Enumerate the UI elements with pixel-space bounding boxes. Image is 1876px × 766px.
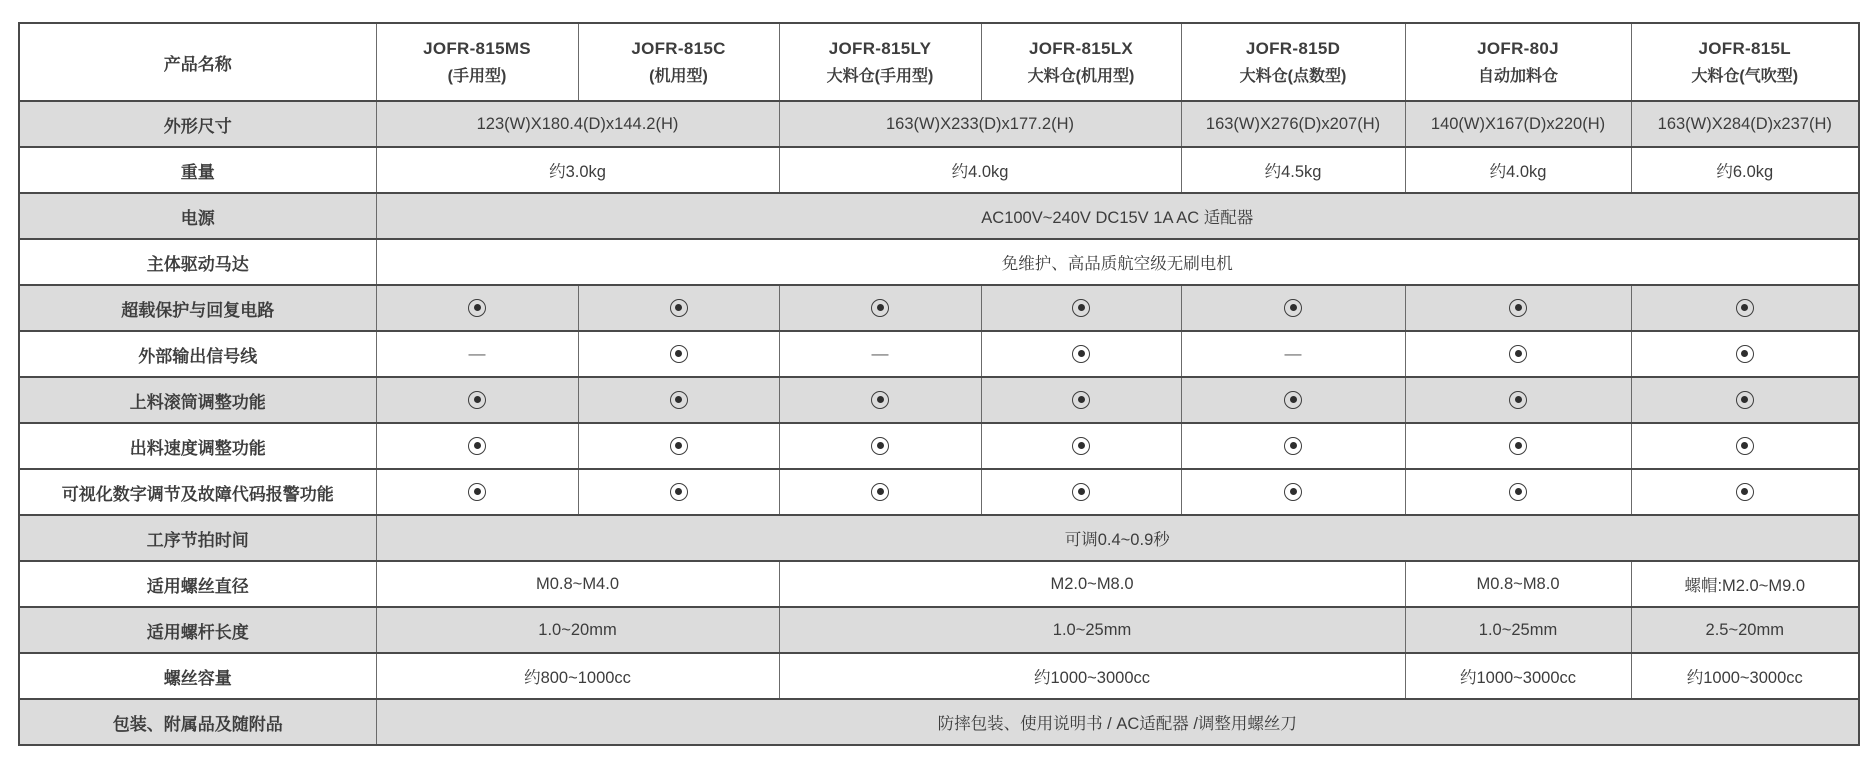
spec-cell <box>779 285 981 331</box>
column-header-product <box>1181 23 1405 101</box>
row-label: 外部输出信号线 <box>19 331 376 377</box>
row-label: 上料滚筒调整功能 <box>19 377 376 423</box>
spec-cell <box>779 331 981 377</box>
spec-cell <box>376 607 779 653</box>
target-dot-icon <box>1072 299 1090 317</box>
table-row <box>19 469 1859 515</box>
spec-cell <box>1631 469 1859 515</box>
target-dot-icon <box>670 437 688 455</box>
spec-cell <box>1405 653 1631 699</box>
product-model-label: JOFR-80J <box>1477 38 1559 58</box>
target-dot-icon <box>670 391 688 409</box>
target-dot-icon <box>1509 483 1527 501</box>
row-label: 可视化数字调节及故障代码报警功能 <box>19 469 376 515</box>
target-dot-icon <box>468 299 486 317</box>
spec-cell <box>1405 285 1631 331</box>
table-row <box>19 239 1859 285</box>
spec-cell <box>981 285 1181 331</box>
spec-cell <box>981 423 1181 469</box>
table-row <box>19 515 1859 561</box>
product-type-label: 自动加料仓 <box>1477 67 1558 85</box>
spec-cell <box>779 653 1405 699</box>
spec-value: 163(W)X284(D)x237(H) <box>1657 114 1832 133</box>
spec-cell <box>1631 331 1859 377</box>
spec-value: 140(W)X167(D)x220(H) <box>1430 114 1606 133</box>
spec-value: 约800~1000cc <box>524 669 631 687</box>
target-dot-icon <box>1509 299 1527 317</box>
target-dot-icon <box>1736 391 1754 409</box>
spec-cell <box>981 469 1181 515</box>
spec-cell <box>981 377 1181 423</box>
table-row <box>19 147 1859 193</box>
table-row <box>19 607 1859 653</box>
spec-cell <box>779 377 981 423</box>
spec-cell <box>376 515 1859 561</box>
dash-icon: — <box>871 344 889 363</box>
spec-value: 163(W)X233(D)x177.2(H) <box>886 114 1074 133</box>
table-row <box>19 331 1859 377</box>
product-type-label: (机用型) <box>649 67 708 85</box>
spec-cell <box>779 101 1181 147</box>
column-header-product <box>981 23 1181 101</box>
spec-value: 螺帽:M2.0~M9.0 <box>1684 577 1806 595</box>
target-dot-icon <box>1509 437 1527 455</box>
spec-cell <box>981 331 1181 377</box>
spec-value: AC100V~240V DC15V 1A AC 适配器 <box>981 209 1254 227</box>
product-model-label: JOFR-815MS <box>423 38 531 58</box>
spec-cell <box>1405 147 1631 193</box>
row-label: 包装、附属品及随附品 <box>19 699 376 745</box>
spec-cell <box>376 699 1859 745</box>
product-type-label: 大料仓(手用型) <box>826 67 934 85</box>
table-row <box>19 101 1859 147</box>
spec-cell <box>376 377 578 423</box>
column-header-product <box>1631 23 1859 101</box>
column-header-product <box>779 23 981 101</box>
spec-cell <box>1405 331 1631 377</box>
spec-value: 可调0.4~0.9秒 <box>1064 531 1170 549</box>
spec-cell <box>578 377 779 423</box>
spec-cell <box>578 423 779 469</box>
row-label: 螺丝容量 <box>19 653 376 699</box>
table-row <box>19 377 1859 423</box>
target-dot-icon <box>670 299 688 317</box>
product-model-label: JOFR-815LX <box>1028 38 1134 58</box>
row-label: 工序节拍时间 <box>19 515 376 561</box>
row-label: 主体驱动马达 <box>19 239 376 285</box>
spec-cell <box>376 193 1859 239</box>
target-dot-icon <box>1509 345 1527 363</box>
spec-value: 免维护、高品质航空级无刷电机 <box>1001 255 1233 273</box>
target-dot-icon <box>1736 345 1754 363</box>
spec-cell <box>1181 101 1405 147</box>
target-dot-icon <box>1284 299 1302 317</box>
target-dot-icon <box>1736 483 1754 501</box>
spec-cell <box>1631 561 1859 607</box>
spec-cell <box>376 423 578 469</box>
target-dot-icon <box>871 299 889 317</box>
spec-cell <box>1181 377 1405 423</box>
target-dot-icon <box>871 437 889 455</box>
row-label: 出料速度调整功能 <box>19 423 376 469</box>
table-row <box>19 561 1859 607</box>
spec-value: 123(W)X180.4(D)x144.2(H) <box>476 114 679 133</box>
target-dot-icon <box>670 483 688 501</box>
spec-cell <box>376 653 779 699</box>
spec-cell <box>1631 101 1859 147</box>
spec-cell <box>1405 469 1631 515</box>
product-type-label: 大料仓(机用型) <box>1027 67 1135 85</box>
spec-cell <box>779 423 981 469</box>
spec-value: 2.5~20mm <box>1705 620 1784 639</box>
spec-value: 1.0~25mm <box>1052 620 1132 639</box>
spec-value: 约6.0kg <box>1716 163 1774 181</box>
spec-cell <box>1631 653 1859 699</box>
spec-cell <box>1181 469 1405 515</box>
spec-value: 163(W)X276(D)x207(H) <box>1205 114 1381 133</box>
spec-cell <box>1405 423 1631 469</box>
target-dot-icon <box>1072 437 1090 455</box>
spec-cell <box>1631 377 1859 423</box>
spec-cell <box>1405 101 1631 147</box>
spec-cell <box>779 561 1405 607</box>
spec-cell <box>376 101 779 147</box>
spec-value: 防摔包装、使用说明书 / AC适配器 /调整用螺丝刀 <box>937 715 1297 733</box>
spec-value: 1.0~20mm <box>538 620 617 639</box>
spec-cell <box>1181 331 1405 377</box>
header-row <box>19 23 1859 101</box>
spec-cell <box>376 239 1859 285</box>
spec-value: M0.8~M4.0 <box>536 574 619 593</box>
product-model-label: JOFR-815L <box>1698 38 1791 58</box>
spec-cell <box>376 331 578 377</box>
row-label: 超载保护与回复电路 <box>19 285 376 331</box>
spec-cell <box>578 331 779 377</box>
spec-value: 约3.0kg <box>549 163 606 181</box>
table-row <box>19 285 1859 331</box>
column-header-product-name: 产品名称 <box>19 23 376 101</box>
spec-value: M2.0~M8.0 <box>1050 574 1134 593</box>
dash-icon: — <box>468 344 486 363</box>
table-body <box>19 101 1859 745</box>
product-type-label: 大料仓(气吹型) <box>1691 67 1799 85</box>
row-label: 重量 <box>19 147 376 193</box>
column-header-product <box>578 23 779 101</box>
spec-cell <box>376 285 578 331</box>
row-label: 外形尺寸 <box>19 101 376 147</box>
row-label: 适用螺杆长度 <box>19 607 376 653</box>
spec-value: 1.0~25mm <box>1478 620 1558 639</box>
spec-value: 约4.0kg <box>1489 163 1547 181</box>
spec-cell <box>578 285 779 331</box>
target-dot-icon <box>1072 345 1090 363</box>
table-row <box>19 193 1859 239</box>
spec-value: 约1000~3000cc <box>1033 669 1151 687</box>
column-header-product <box>1405 23 1631 101</box>
spec-cell <box>1405 377 1631 423</box>
spec-value: 约4.5kg <box>1264 163 1322 181</box>
target-dot-icon <box>468 391 486 409</box>
table-row <box>19 699 1859 745</box>
target-dot-icon <box>1736 299 1754 317</box>
spec-cell <box>1181 147 1405 193</box>
spec-cell <box>1631 147 1859 193</box>
spec-cell <box>1631 607 1859 653</box>
spec-cell <box>779 607 1405 653</box>
target-dot-icon <box>468 437 486 455</box>
product-type-label: (手用型) <box>447 67 507 85</box>
spec-cell <box>1405 561 1631 607</box>
column-header-product <box>376 23 578 101</box>
target-dot-icon <box>1072 483 1090 501</box>
target-dot-icon <box>1072 391 1090 409</box>
table-row <box>19 423 1859 469</box>
target-dot-icon <box>871 483 889 501</box>
spec-value: 约1000~3000cc <box>1686 669 1803 687</box>
spec-value: 约1000~3000cc <box>1459 669 1577 687</box>
spec-cell <box>376 469 578 515</box>
spec-cell <box>779 147 1181 193</box>
table-row <box>19 653 1859 699</box>
target-dot-icon <box>1284 483 1302 501</box>
spec-cell <box>1405 607 1631 653</box>
target-dot-icon <box>468 483 486 501</box>
spec-cell <box>779 469 981 515</box>
spec-cell <box>376 147 779 193</box>
row-label: 适用螺丝直径 <box>19 561 376 607</box>
spec-cell <box>1631 285 1859 331</box>
product-spec-table <box>18 22 1860 746</box>
target-dot-icon <box>1736 437 1754 455</box>
target-dot-icon <box>1284 391 1302 409</box>
spec-cell <box>1181 423 1405 469</box>
dash-icon: — <box>1284 344 1302 363</box>
spec-value: M0.8~M8.0 <box>1476 574 1560 593</box>
target-dot-icon <box>1509 391 1527 409</box>
spec-cell <box>1181 285 1405 331</box>
product-model-label: JOFR-815C <box>631 38 726 58</box>
product-model-label: JOFR-815LY <box>828 38 932 58</box>
spec-cell <box>376 561 779 607</box>
spec-cell <box>1631 423 1859 469</box>
target-dot-icon <box>871 391 889 409</box>
product-model-label: JOFR-815D <box>1245 38 1341 58</box>
spec-cell <box>578 469 779 515</box>
spec-value: 约4.0kg <box>951 163 1009 181</box>
target-dot-icon <box>1284 437 1302 455</box>
product-type-label: 大料仓(点数型) <box>1239 67 1347 85</box>
row-label: 电源 <box>19 193 376 239</box>
target-dot-icon <box>670 345 688 363</box>
